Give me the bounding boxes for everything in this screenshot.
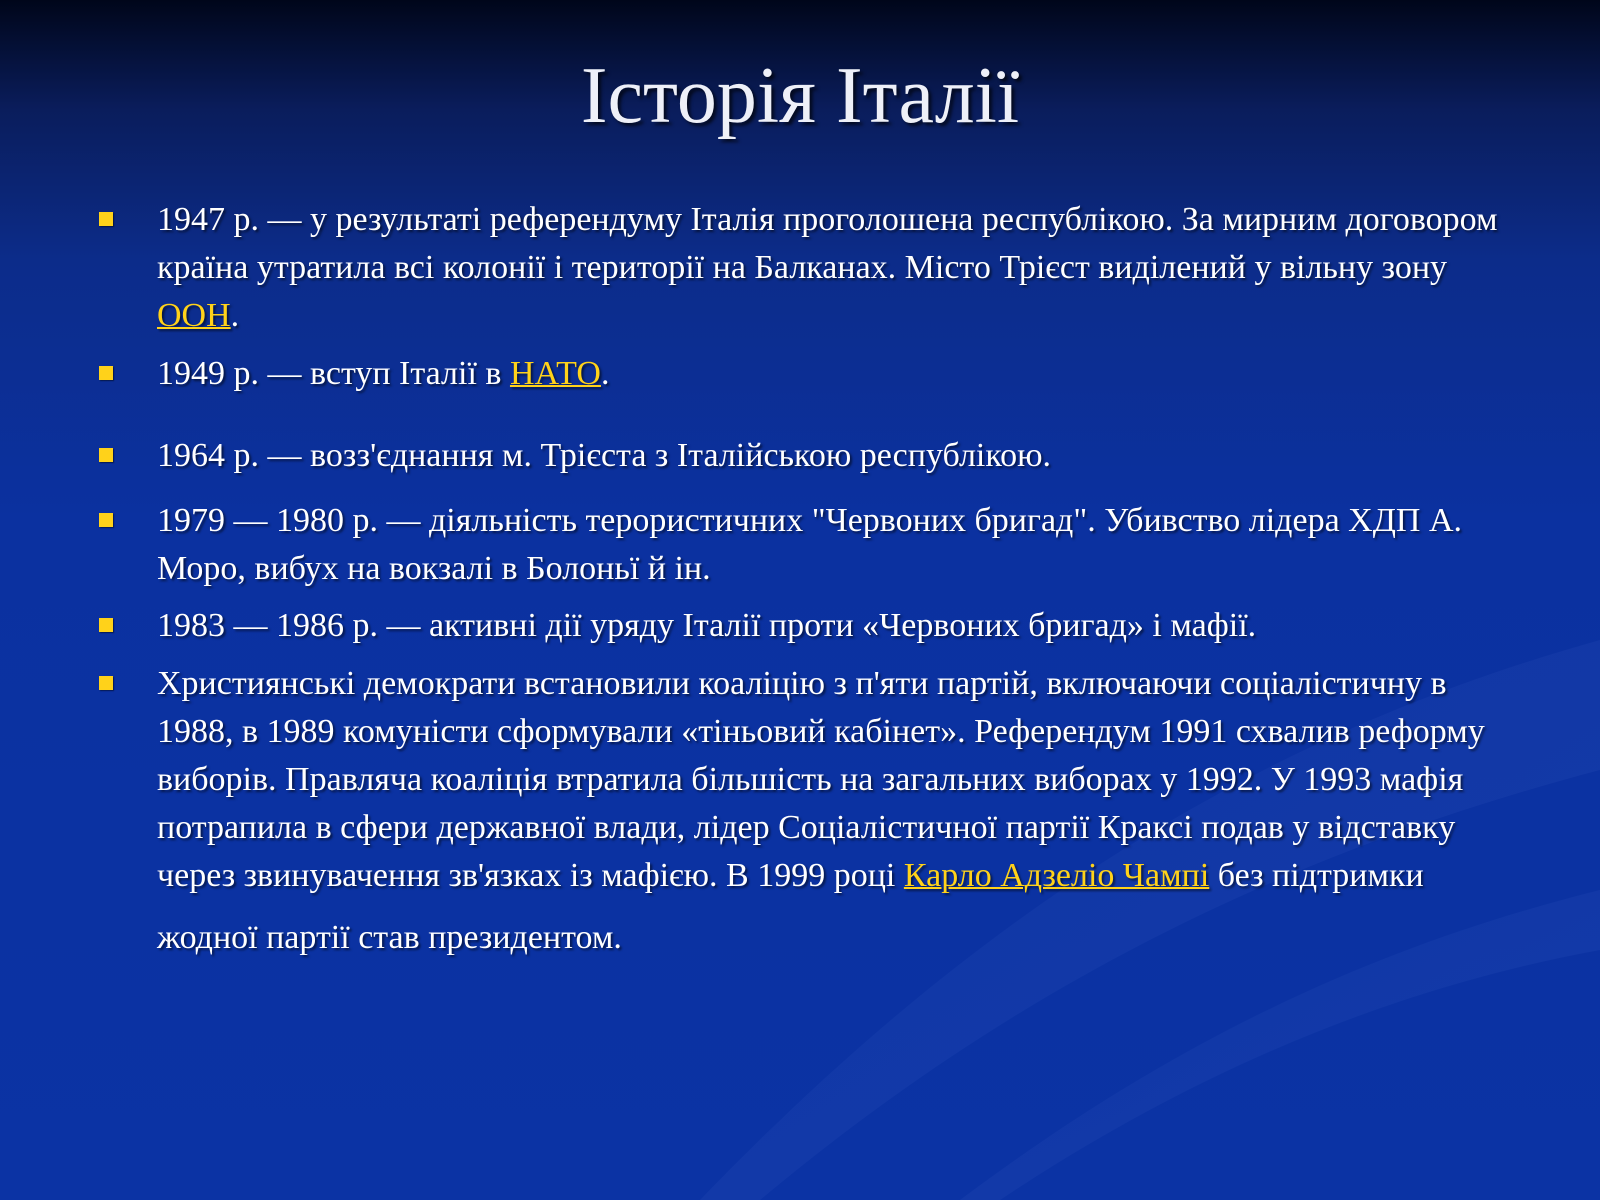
bullet-text-continued: без підтримки [1209, 857, 1424, 894]
square-bullet-icon [99, 618, 113, 632]
bullet-text: 1949 р. — вступ Італії в [157, 355, 510, 392]
bullet-text: 1979 — 1980 р. — діяльність терористичних "Червоних бригад". Убивство лідера ХДП А. Моро, вибух на вокзалі в Болоньї й ін. [157, 502, 1463, 587]
bullet-item-christian-democrats [157, 660, 1517, 962]
square-bullet-icon [99, 212, 113, 226]
bullet-text-end: . [230, 297, 240, 334]
link-nato[interactable]: НАТО [509, 355, 601, 392]
slide-title: Історія Італії [580, 52, 1020, 140]
bullet-text-end: . [600, 355, 610, 392]
bullet-text: Християнські демократи встановили коаліцію з п'яти партій, включаючи соціалістичну в 1988, в 1989 комуністи сформували «тіньовий кабінет». Референдум 1991 схвалив реформу виборів. Правляча коаліція втратила більшість на загальних виборах у 1992. У 1993 мафія потрапила в сфери державної влади, лідер Соціалістичної партії Краксі подав у відставку через звинувачення зв'язках із мафією. В 1999 році [157, 665, 1485, 894]
bullet-text: 1947 р. — у результаті референдуму Італія проголошена республікою. За мирним договором країна утратила всі колонії і території на Балканах. Місто Трієст виділений у вільну зону [157, 201, 1498, 286]
link-carlo-azeglio-ciampi[interactable]: Карло Адзеліо Чампі [903, 857, 1210, 894]
bullet-text-last-line: жодної партії став президентом. [157, 919, 622, 956]
bullet-text: 1964 р. — возз'єднання м. Трієста з Італійською республікою. [157, 437, 1052, 474]
bullet-item-1983-1986 [157, 602, 1517, 650]
square-bullet-icon [99, 513, 113, 527]
bullet-text: 1983 — 1986 р. — активні дії уряду Італії проти «Червоних бригад» і мафії. [157, 607, 1257, 644]
link-oon[interactable]: ООН [157, 297, 231, 334]
bullet-item-1947 [157, 196, 1517, 340]
square-bullet-icon [99, 366, 113, 380]
bullet-item-1964 [157, 432, 1517, 480]
square-bullet-icon [99, 448, 113, 462]
square-bullet-icon [99, 676, 113, 690]
bullet-item-1949 [157, 350, 1517, 398]
bullet-item-1979-1980 [157, 497, 1517, 593]
